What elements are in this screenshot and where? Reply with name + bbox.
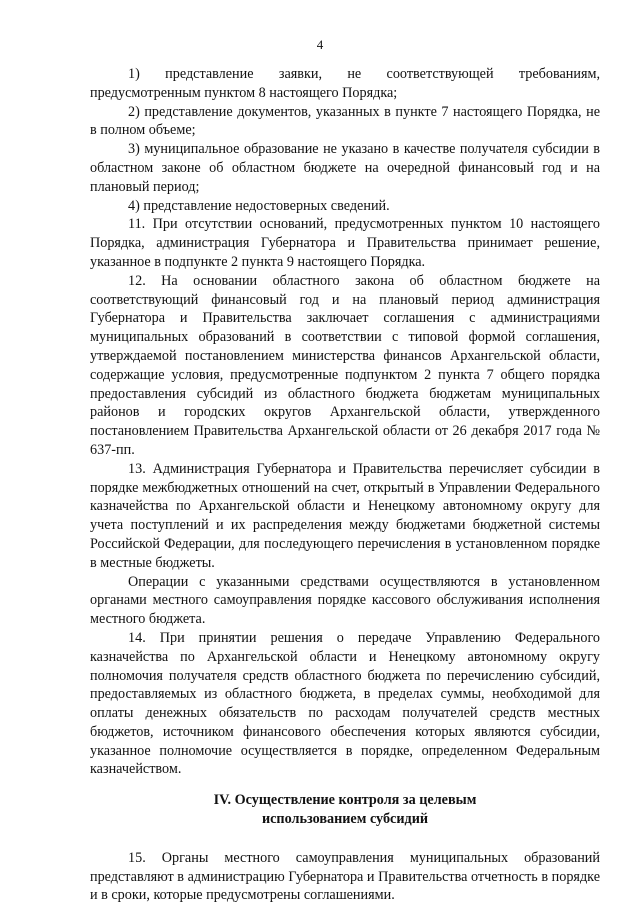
section-heading [90,791,600,829]
clause-12: 12. На основании областного закона об областном бюджете на соответствующий финансовый год и на плановый период администрация Губернатора и Правительства заключает соглашения с администрациями муниципальных образований в соответствии с типовой формой соглашения, утверждаемой постановлением министерства финансов Архангельской области, содержащие условия, предусмотренные подпунктом 2 пункта 7 общего порядка предоставления субсидий из областного бюджета бюджетам муниципальных районов и городских округов Архангельской области, утвержденного постановлением Правительства Архангельской области от 26 декабря 2017 года № 637-пп. [90,272,600,458]
list-item-2: 2) представление документов, указанных в пункте 7 настоящего Порядка, не в полном объеме; [90,103,600,139]
list-item-4: 4) представление недостоверных сведений. [128,197,390,214]
clause-15: 15. Органы местного самоуправления муниципальных образований представляют в администрацию Губернатора и Правительства отчетность в порядке и в сроки, которые предусмотрены соглашениями. [90,849,600,904]
section-heading-line-1: IV. Осуществление контроля за целевым [213,792,477,809]
page-number: 4 [316,37,324,52]
document-body [90,65,600,905]
section-heading-line-2: использованием субсидий [261,811,429,828]
list-item-3: 3) муниципальное образование не указано в качестве получателя субсидии в областном законе об областном бюджете на очередной финансовый год и на плановый период; [90,141,600,195]
clause-14: 14. При принятии решения о передаче Управлению Федерального казначейства по Архангельской области и Ненецкому автономному округу полномочия получателя средств областного бюджета по перечислению субсидий, предоставляемых из областного бюджета, в пределах суммы, необходимой для оплаты денежных обязательств по расходам получателей средств местных бюджетов, источником финансового обеспечения которых являются субсидии, указанное полномочие осуществляется в порядке, определенном Федеральным казначейством. [90,629,600,778]
clause-11: 11. При отсутствии оснований, предусмотренных пунктом 10 настоящего Порядка, администрация Губернатора и Правительства принимает решение, указанное в подпункте 2 пункта 9 настоящего Порядка. [90,216,600,270]
clause-13: 13. Администрация Губернатора и Правительства перечисляет субсидии в порядке межбюджетных отношений на счет, открытый в Управлении Федерального казначейства по Архангельской области и Ненецкому автономному округу для учета поступлений и их распределения между бюджетами бюджетной системы Российской Федерации, для последующего перечисления в установленном порядке в местные бюджеты. [90,460,600,571]
clause-13-operations: Операции с указанными средствами осуществляются в установленном органами местного самоуправления порядке кассового обслуживания исполнения местного бюджета. [90,573,600,628]
list-item-1: 1) представление заявки, не соответствующей требованиям, предусмотренным пунктом 8 настоящего Порядка; [90,66,600,101]
